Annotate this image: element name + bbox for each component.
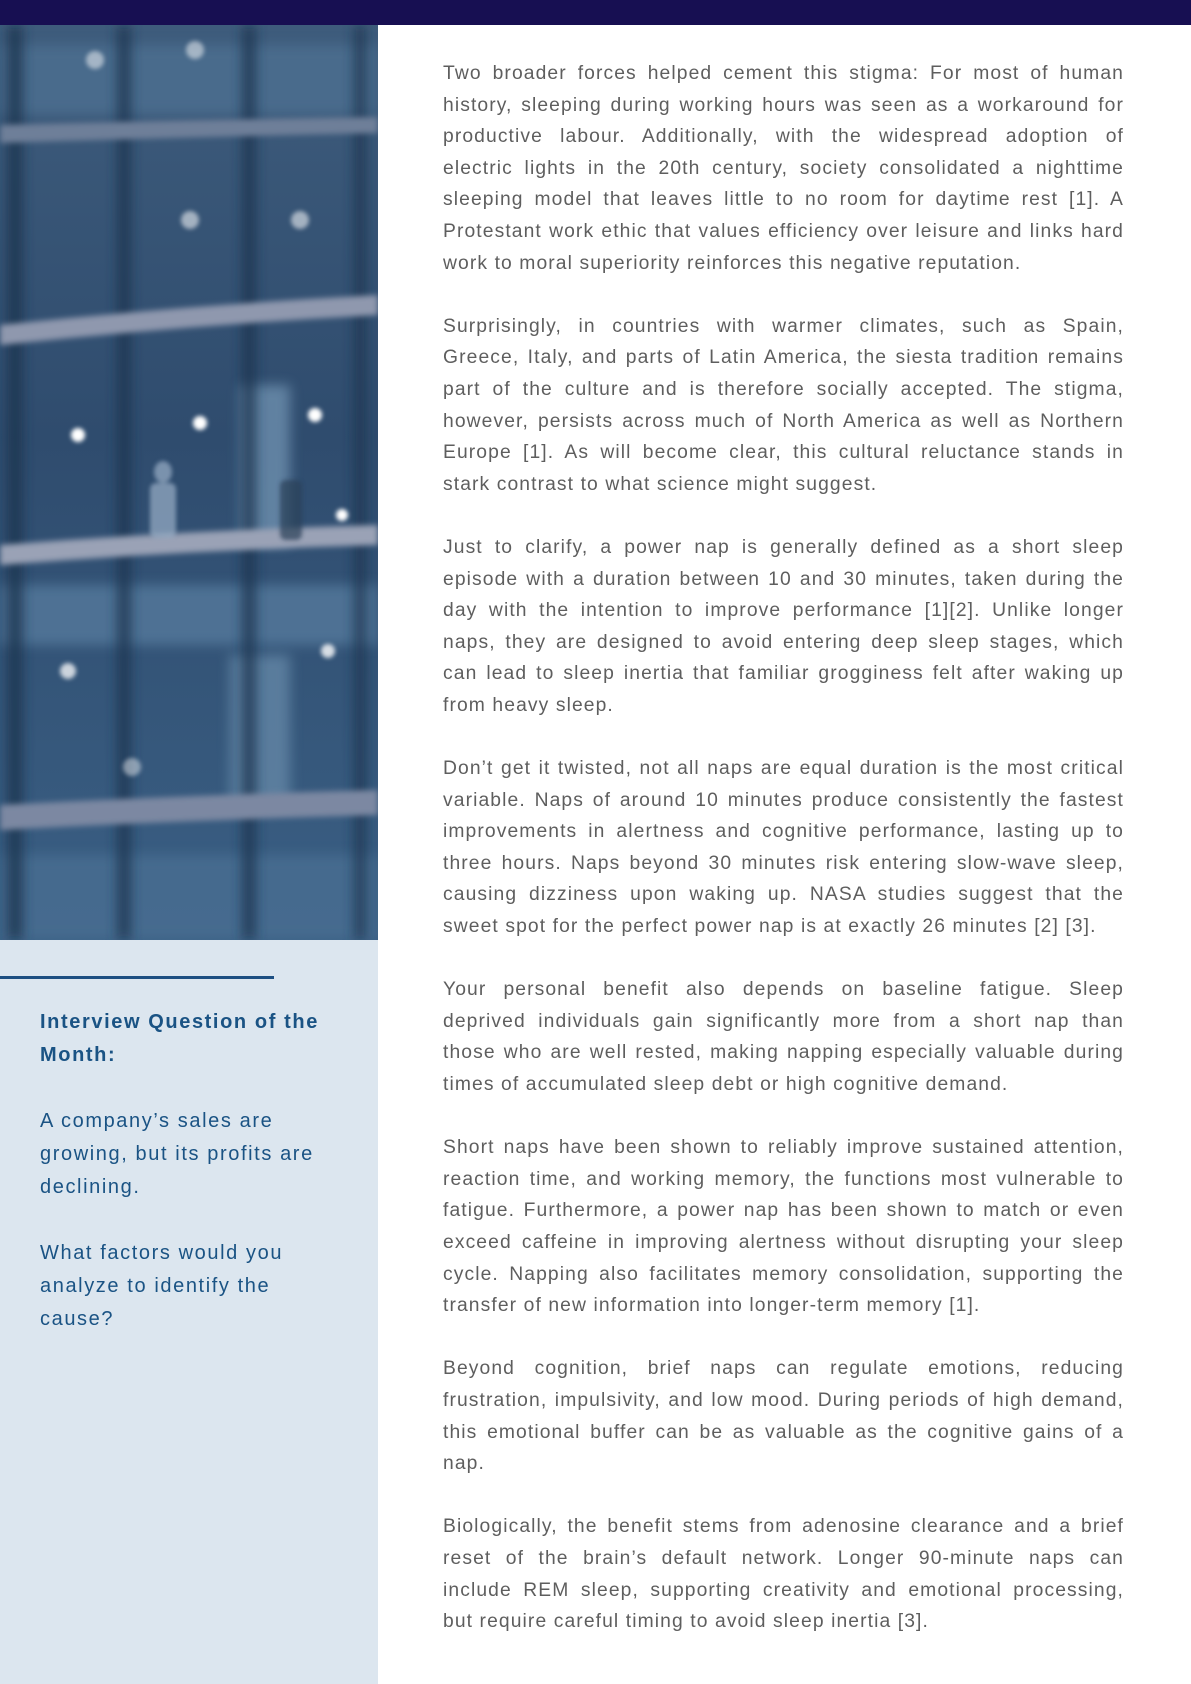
interview-question-prompt: What factors would you analyze to identify the cause? [40, 1242, 284, 1330]
article-paragraph: Surprisingly, in countries with warmer climates, such as Spain, Greece, Italy, and parts of Latin America, the siesta tradition remains part of the culture and is therefore socially accepted. The stigma, however, persists across much of North America as well as Northern Europe [1]. As will become clear, this cultural reluctance stands in stark contrast to what science might suggest. [443, 315, 1124, 495]
interview-question-box [40, 1006, 340, 1369]
top-banner-bar [0, 0, 1191, 25]
article-paragraph: Don’t get it twisted, not all naps are equal duration is the most critical variable. Naps of around 10 minutes produce consistently the fastest improvements in alertness and cognitive performance, lasting up to three hours. Naps beyond 30 minutes risk entering slow-wave sleep, causing dizziness upon waking up. NASA studies suggest that the sweet spot for the perfect power nap is at exactly 26 minutes [2] [3]. [443, 758, 1124, 938]
article-paragraph: Two broader forces helped cement this stigma: For most of human history, sleeping during working hours was seen as a workaround for productive labour. Additionally, with the widespread adoption of electric lights in the 20th century, society consolidated a nighttime sleeping model that leaves little to no room for daytime rest [1]. A Protestant work ethic that values efficiency over leisure and links hard work to moral superiority reinforces this negative reputation. [443, 63, 1124, 274]
interview-question-title: Interview Question of the Month: [40, 1011, 319, 1066]
accent-divider [0, 976, 274, 979]
article-paragraph: Just to clarify, a power nap is generally defined as a short sleep episode with a duration between 10 and 30 minutes, taken during the day with the intention to improve performance [1][2]. Unlike longer naps, they are designed to avoid entering deep sleep stages, which can lead to sleep inertia that familiar grogginess felt after waking up from heavy sleep. [443, 536, 1124, 716]
interview-question-text: A company’s sales are growing, but its profits are declining. [40, 1110, 314, 1198]
article-paragraph: Biologically, the benefit stems from adenosine clearance and a brief reset of the brain’s default network. Longer 90-minute naps can include REM sleep, supporting creativity and emotional processing, but require careful timing to avoid sleep inertia [3]. [443, 1516, 1124, 1633]
article-body [443, 58, 1124, 1669]
sidebar [0, 25, 378, 1684]
article-paragraph: Beyond cognition, brief naps can regulate emotions, reducing frustration, impulsivity, and low mood. During periods of high demand, this emotional buffer can be as valuable as the cognitive gains of a nap. [443, 1358, 1124, 1475]
article-paragraph: Short naps have been shown to reliably improve sustained attention, reaction time, and working memory, the functions most vulnerable to fatigue. Furthermore, a power nap has been shown to match or even exceed caffeine in improving alertness without disrupting your sleep cycle. Napping also facilitates memory consolidation, supporting the transfer of new information into longer-term memory [1]. [443, 1137, 1124, 1317]
building-photo [0, 25, 378, 940]
article-paragraph: Your personal benefit also depends on baseline fatigue. Sleep deprived individuals gain significantly more from a short nap than those who are well rested, making napping especially valuable during times of accumulated sleep debt or high cognitive demand. [443, 979, 1124, 1095]
